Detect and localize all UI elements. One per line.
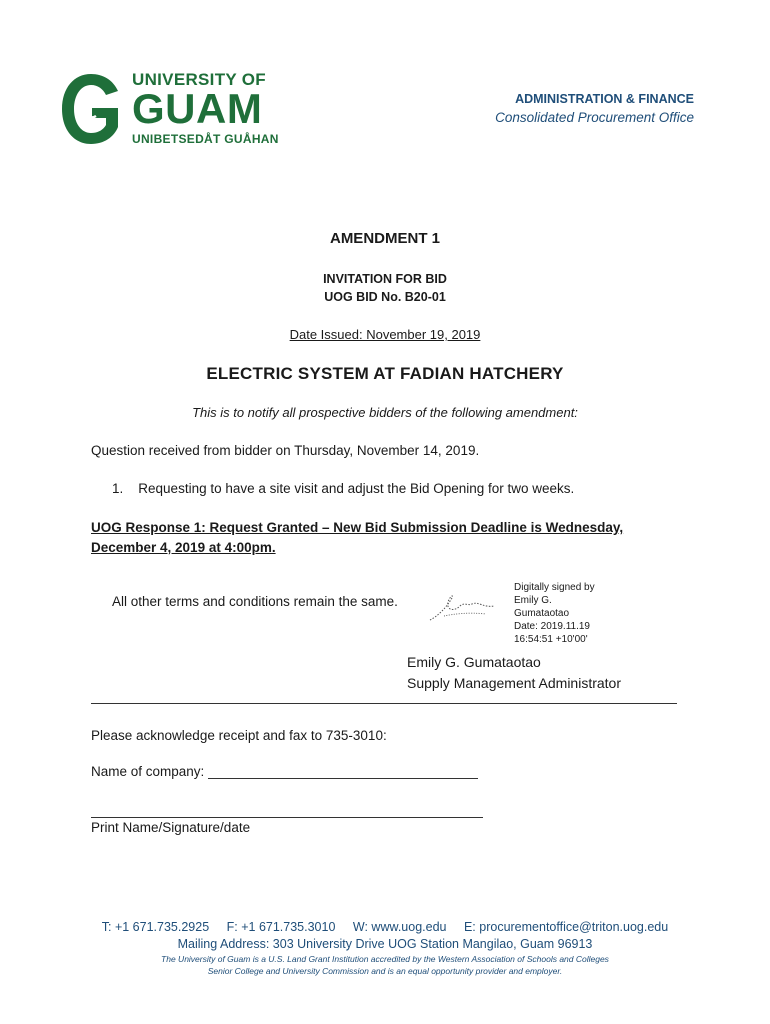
handwritten-signature-icon <box>424 586 504 626</box>
digital-signature-line: Digitally signed by <box>514 582 595 593</box>
invitation-label: INVITATION FOR BID <box>323 272 447 286</box>
digital-signature-line: Emily G. <box>514 595 552 606</box>
logo-line-guam: GUAM <box>132 85 263 132</box>
terms-statement: All other terms and conditions remain the same. <box>112 594 398 609</box>
signature-line <box>91 817 483 818</box>
section-divider <box>91 703 677 704</box>
footer-fax: F: +1 671.735.3010 <box>226 920 336 934</box>
project-title: ELECTRIC SYSTEM AT FADIAN HATCHERY <box>206 364 564 383</box>
footer-contact <box>0 920 770 934</box>
office-header <box>495 92 694 125</box>
digital-signature-line: 16:54:51 +10'00' <box>514 634 588 645</box>
signer-role: Supply Management Administrator <box>407 675 621 691</box>
footer-note-2: Senior College and University Commission and is an equal opportunity provider and employer. <box>207 966 563 976</box>
date-issued-text: Date Issued: November 19, 2019 <box>289 327 481 342</box>
amendment-title: AMENDMENT 1 <box>329 230 440 247</box>
uog-response: UOG Response 1: Request Granted – New Bid Submission Deadline is Wednesday, December 4, 2019 at 4:00pm. <box>91 520 624 555</box>
question-statement: Question received from bidder on Thursday, November 14, 2019. <box>91 443 480 458</box>
signer-name: Emily G. Gumataotao <box>407 654 541 670</box>
footer-note-1: The University of Guam is a U.S. Land Grant Institution accredited by the Western Association of Schools and Colleges <box>161 954 609 964</box>
digital-signature-line: Date: 2019.11.19 <box>514 621 590 632</box>
digital-signature-line: Gumataotao <box>514 608 570 619</box>
university-g-logo-icon <box>60 72 122 146</box>
logo-line-chamorro: UNIBETSEDÅT GUÅHAN <box>132 132 279 146</box>
company-name-label: Name of company: <box>91 764 205 779</box>
university-logo <box>60 66 279 152</box>
footer-email: E: procurementoffice@triton.uog.edu <box>463 920 669 934</box>
date-issued <box>0 327 770 342</box>
notify-statement: This is to notify all prospective bidders of the following amendment: <box>192 405 578 420</box>
logo-line-university-of: UNIVERSITY OF <box>132 70 266 89</box>
list-item <box>112 481 574 496</box>
list-item-number: 1. <box>112 481 124 496</box>
footer-address: Mailing Address: 303 University Drive UOG Station Mangilao, Guam 96913 <box>177 937 593 951</box>
footer-phone: T: +1 671.735.2925 <box>101 920 210 934</box>
digital-signature-block <box>514 581 595 646</box>
print-name-label: Print Name/Signature/date <box>91 820 251 835</box>
department-name: ADMINISTRATION & FINANCE <box>515 92 694 106</box>
company-name-row <box>91 764 478 779</box>
bid-number: UOG BID No. B20-01 <box>324 290 446 304</box>
office-name: Consolidated Procurement Office <box>495 110 694 125</box>
acknowledge-instruction: Please acknowledge receipt and fax to 735-3010: <box>91 728 387 743</box>
list-item-text: Requesting to have a site visit and adjust the Bid Opening for two weeks. <box>138 481 575 496</box>
signer-block <box>407 652 621 694</box>
company-name-blank <box>208 764 478 779</box>
footer-web: W: www.uog.edu <box>352 920 447 934</box>
